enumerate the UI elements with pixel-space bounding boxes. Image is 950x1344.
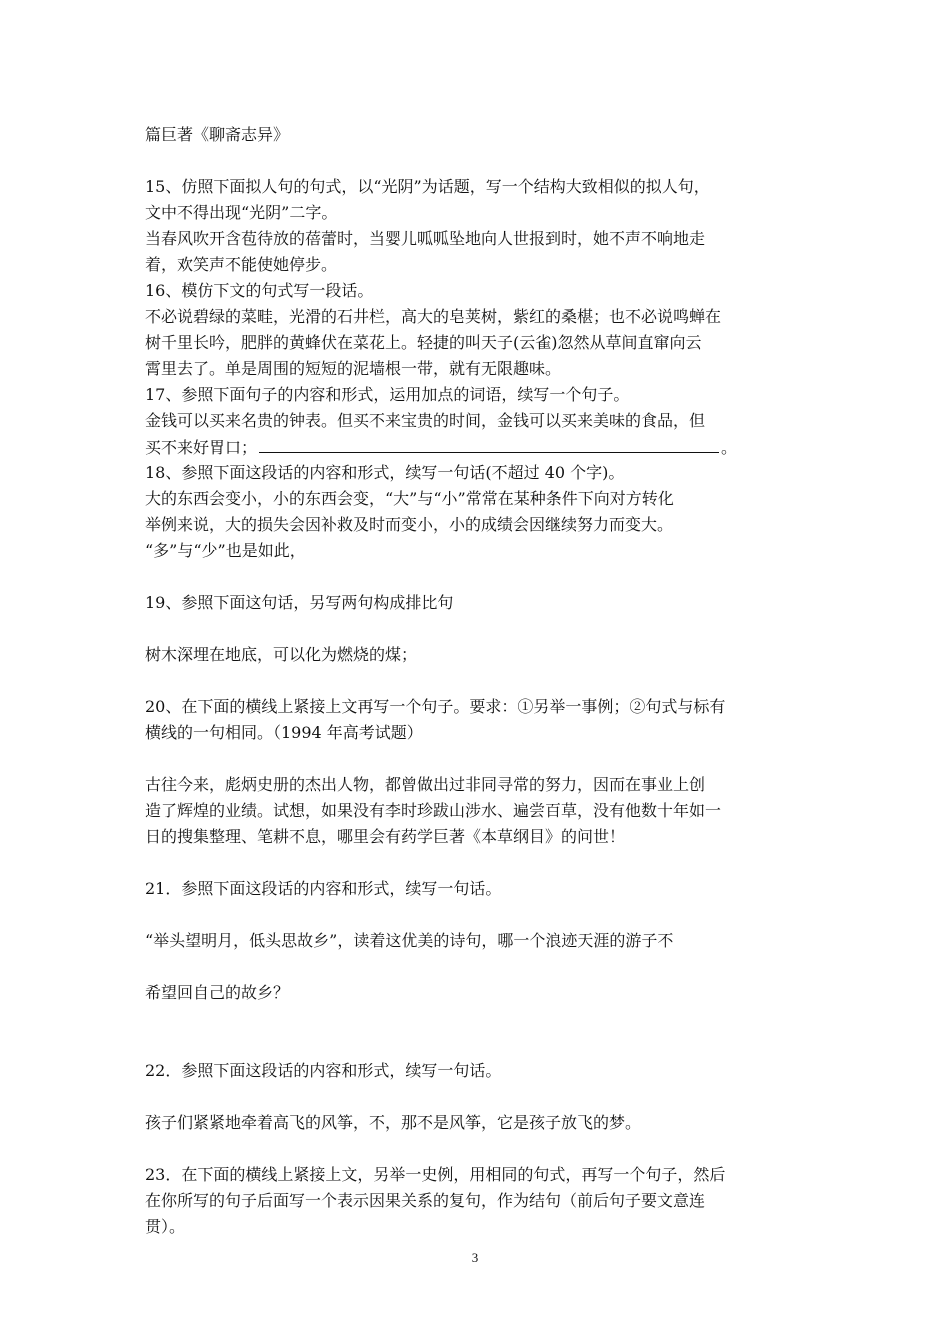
question-16-passage: 不必说碧绿的菜畦，光滑的石井栏，高大的皂荚树，紫红的桑椹；也不必说鸣蝉在	[145, 307, 722, 326]
question-15-prompt-cont: 文中不得出现“光阴”二字。	[145, 203, 338, 222]
question-22-passage: 孩子们紧紧地牵着高飞的风筝，不，那不是风筝，它是孩子放飞的梦。	[145, 1113, 642, 1132]
question-18-passage-end: “多”与“少”也是如此，	[145, 541, 306, 560]
question-17-passage: 金钱可以买来名贵的钟表。但买不来宝贵的时间，金钱可以买来美味的食品，但	[145, 411, 706, 430]
question-18-prompt: 18、参照下面这段话的内容和形式，续写一句话(不超过 40 个字)。	[145, 463, 625, 482]
question-21-prompt: 21．参照下面这段话的内容和形式，续写一句话。	[145, 879, 502, 898]
question-23-prompt: 23．在下面的横线上紧接上文，另举一史例，用相同的句式，再写一个句子，然后	[145, 1165, 726, 1184]
question-18-passage: 大的东西会变小，小的东西会变，“大”与“小”常常在某种条件下向对方转化	[145, 489, 674, 508]
question-23-prompt-end: 贯）。	[145, 1217, 186, 1236]
answer-blank[interactable]	[259, 434, 719, 453]
question-21-passage: “举头望明月，低头思故乡”，读着这优美的诗句，哪一个浪迹天涯的游子不	[145, 931, 674, 950]
question-20-passage-end: 日的搜集整理、笔耕不息，哪里会有药学巨著《本草纲目》的问世！	[145, 827, 626, 846]
question-17-passage-end: 买不来好胃口；	[145, 438, 258, 457]
question-20-prompt-cont: 横线的一句相同。（1994 年高考试题）	[145, 723, 423, 742]
question-20-passage-cont: 造了辉煌的业绩。试想，如果没有李时珍跋山涉水、遍尝百草，没有他数十年如一	[145, 801, 722, 820]
question-17-prompt: 17、参照下面句子的内容和形式，运用加点的词语，续写一个句子。	[145, 385, 630, 404]
question-21-passage-end: 希望回自己的故乡？	[145, 983, 290, 1002]
text-line: 篇巨著《聊斋志异》	[145, 125, 290, 144]
document-body	[145, 122, 813, 1240]
question-19-example: 树木深埋在地底，可以化为燃烧的煤；	[145, 645, 418, 664]
question-15-example: 当春风吹开含苞待放的蓓蕾时，当婴儿呱呱坠地向人世报到时，她不声不响地走	[145, 229, 706, 248]
question-20-passage: 古往今来，彪炳史册的杰出人物，都曾做出过非同寻常的努力，因而在事业上创	[145, 775, 706, 794]
question-15-example-cont: 着，欢笑声不能使她停步。	[145, 255, 338, 274]
question-16-passage-cont: 树千里长吟，肥胖的黄蜂伏在菜花上。轻捷的叫天子(云雀)忽然从草间直窜向云	[145, 333, 702, 352]
question-22-prompt: 22．参照下面这段话的内容和形式，续写一句话。	[145, 1061, 502, 1080]
question-23-prompt-cont: 在你所写的句子后面写一个表示因果关系的复句，作为结句（前后句子要文意连	[145, 1191, 706, 1210]
question-20-prompt: 20、在下面的横线上紧接上文再写一个句子。要求：①另举一事例；②句式与标有	[145, 697, 726, 716]
question-16-passage-end: 霄里去了。单是周围的短短的泥墙根一带，就有无限趣味。	[145, 359, 562, 378]
question-19-prompt: 19、参照下面这句话，另写两句构成排比句	[145, 593, 454, 612]
question-15-prompt: 15、仿照下面拟人句的句式，以“光阴”为话题，写一个结构大致相似的拟人句，	[145, 177, 710, 196]
question-16-prompt: 16、模仿下文的句式写一段话。	[145, 281, 374, 300]
question-18-passage-cont: 举例来说，大的损失会因补救及时而变小，小的成绩会因继续努力而变大。	[145, 515, 674, 534]
question-17-answer-line	[145, 434, 813, 460]
page-number: 3	[471, 1250, 479, 1265]
answer-blank-end: 。	[721, 438, 738, 457]
